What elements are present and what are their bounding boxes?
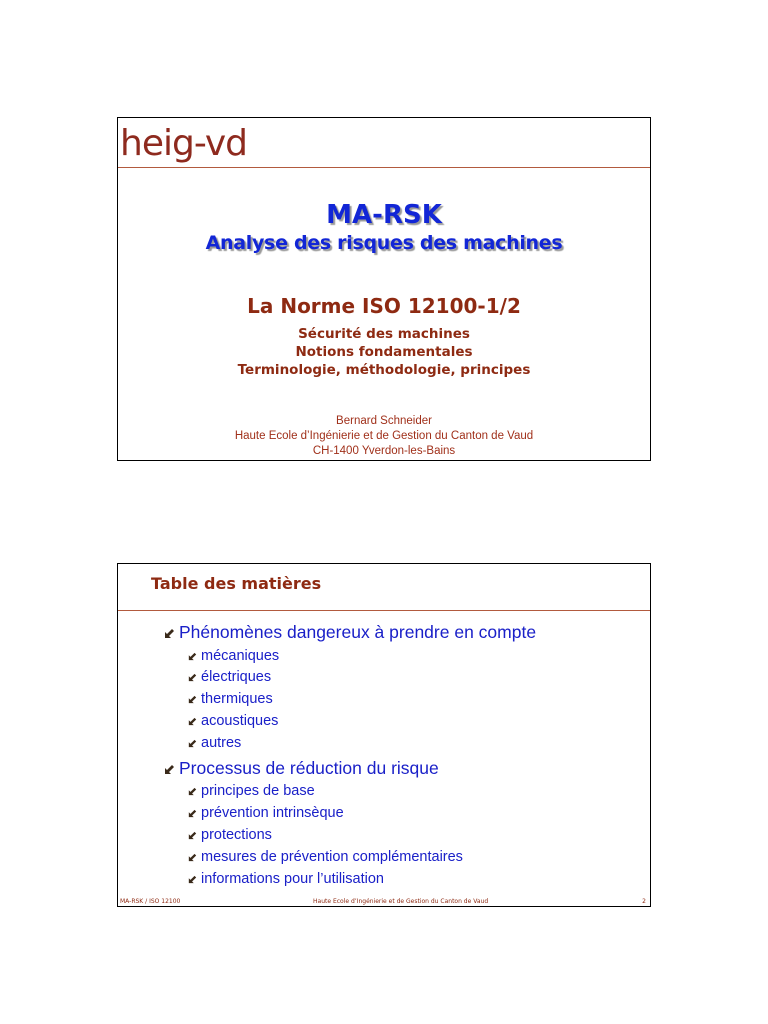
arrow-bullet-icon	[188, 787, 197, 796]
toc-item	[188, 735, 241, 751]
toc-item	[188, 691, 273, 707]
course-title: Analyse des risques des machines	[205, 232, 563, 254]
norm-subtitle-2: Notions fondamentales	[295, 344, 473, 360]
toc-item-label: acoustiques	[201, 713, 279, 729]
toc-item-label: mécaniques	[201, 648, 280, 664]
toc-item-label: autres	[201, 735, 242, 751]
toc-section-2	[164, 758, 439, 779]
toc-item-label: thermiques	[201, 691, 273, 707]
toc-item	[188, 669, 271, 685]
toc-item	[188, 805, 344, 821]
toc-item	[188, 849, 463, 865]
norm-title: La Norme ISO 12100-1/2	[247, 294, 521, 318]
arrow-bullet-icon	[188, 695, 197, 704]
toc-item-label: informations pour l’utilisation	[201, 871, 384, 887]
header-divider	[118, 167, 650, 168]
arrow-bullet-icon	[188, 853, 197, 862]
heig-vd-logo: heig-vd	[120, 123, 247, 164]
toc-section-label: Phénomènes dangereux à prendre en compte	[179, 622, 537, 642]
arrow-bullet-icon	[188, 652, 197, 661]
arrow-bullet-icon	[188, 875, 197, 884]
toc-item-label: prévention intrinsèque	[201, 805, 344, 821]
toc-item	[188, 713, 278, 729]
arrow-bullet-icon	[188, 673, 197, 682]
toc-section-1	[164, 622, 536, 643]
arrow-bullet-icon	[164, 628, 175, 639]
toc-item-label: protections	[201, 827, 272, 843]
toc-item	[188, 783, 315, 799]
arrow-bullet-icon	[188, 809, 197, 818]
toc-item-label: électriques	[201, 669, 272, 685]
course-code: MA-RSK	[326, 200, 442, 230]
footer-course: MA-RSK / ISO 12100	[120, 898, 181, 905]
header-divider	[118, 610, 650, 611]
author-address: CH-1400 Yverdon-les-Bains	[312, 445, 456, 457]
arrow-bullet-icon	[188, 717, 197, 726]
arrow-bullet-icon	[164, 764, 175, 775]
toc-section-label: Processus de réduction du risque	[179, 758, 439, 778]
toc-item	[188, 871, 384, 887]
toc-title: Table des matières	[151, 574, 322, 593]
footer-page-number: 2	[642, 898, 646, 905]
toc-item-label: principes de base	[201, 783, 315, 799]
norm-subtitle-3: Terminologie, méthodologie, principes	[237, 362, 531, 378]
author-name: Bernard Schneider	[336, 415, 432, 427]
arrow-bullet-icon	[188, 831, 197, 840]
title-slide	[117, 117, 651, 461]
norm-subtitle-1: Sécurité des machines	[298, 326, 470, 342]
author-institution: Haute Ecole d’Ingénierie et de Gestion du Canton de Vaud	[234, 430, 534, 442]
toc-item	[188, 648, 279, 664]
arrow-bullet-icon	[188, 739, 197, 748]
toc-slide	[117, 563, 651, 907]
footer-institution: Haute Ecole d’Ingénierie et de Gestion du Canton de Vaud	[313, 898, 489, 905]
toc-item-label: mesures de prévention complémentaires	[201, 849, 463, 865]
toc-item	[188, 827, 272, 843]
